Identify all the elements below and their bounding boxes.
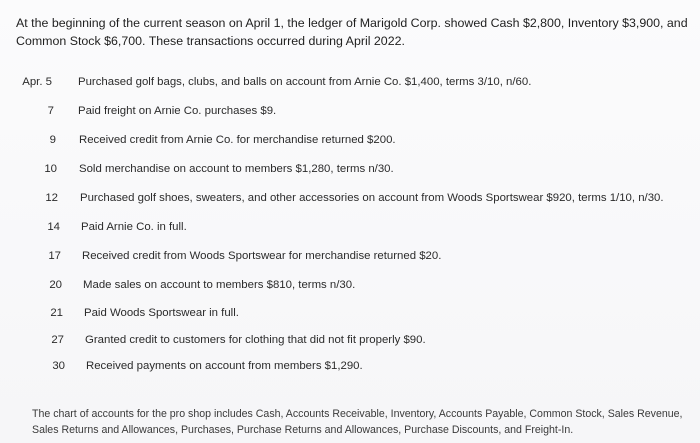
transaction-description: Made sales on account to members $810, terms n/30. bbox=[83, 279, 356, 291]
transaction-date: 17 bbox=[48, 250, 61, 262]
transaction-date: 7 bbox=[47, 105, 54, 117]
transaction-date: 14 bbox=[47, 221, 60, 233]
transaction-description: Paid freight on Arnie Co. purchases $9. bbox=[78, 105, 277, 117]
transaction-row bbox=[0, 192, 700, 210]
transaction-row bbox=[0, 334, 700, 352]
transaction-description: Received credit from Woods Sportswear for merchandise returned $20. bbox=[82, 250, 442, 262]
transaction-description: Sold merchandise on account to members $1,280, terms n/30. bbox=[79, 163, 394, 175]
chart-of-accounts-note: The chart of accounts for the pro shop includes Cash, Accounts Receivable, Inventory, Accounts Payable, Common Stock, Sales Revenue, Sales Returns and Allowances, Purchases, Purchase Returns and Allowances, Purchase Discounts, and Freight-In. bbox=[32, 408, 683, 436]
transaction-description: Purchased golf shoes, sweaters, and other accessories on account from Woods Sportswear $920, terms 1/10, n/30. bbox=[80, 192, 664, 204]
transaction-row bbox=[0, 134, 700, 152]
intro-paragraph: At the beginning of the current season on April 1, the ledger of Marigold Corp. showed Cash $2,800, Inventory $3,900, and Common Stock $6,700. These transactions occurred during April 2022. bbox=[16, 16, 688, 48]
transaction-description: Paid Arnie Co. in full. bbox=[81, 221, 187, 233]
transaction-description: Paid Woods Sportswear in full. bbox=[84, 307, 239, 319]
transaction-date: 30 bbox=[52, 360, 65, 372]
transaction-row bbox=[0, 307, 700, 325]
transaction-date: 9 bbox=[49, 134, 56, 146]
transaction-date: Apr. 5 bbox=[22, 76, 52, 88]
transaction-date: 12 bbox=[45, 192, 58, 204]
transaction-row bbox=[0, 221, 700, 239]
transaction-row bbox=[0, 279, 700, 297]
transaction-description: Received credit from Arnie Co. for merchandise returned $200. bbox=[79, 134, 396, 146]
transaction-date: 21 bbox=[50, 307, 63, 319]
transaction-row bbox=[0, 76, 700, 94]
transaction-description: Purchased golf bags, clubs, and balls on account from Arnie Co. $1,400, terms 3/10, n/60. bbox=[78, 76, 532, 88]
transaction-description: Granted credit to customers for clothing that did not fit properly $90. bbox=[85, 334, 426, 346]
transaction-date: 10 bbox=[44, 163, 57, 175]
transaction-row bbox=[0, 163, 700, 181]
transaction-row bbox=[0, 250, 700, 268]
transaction-date: 27 bbox=[51, 334, 64, 346]
transaction-row bbox=[0, 360, 700, 378]
transaction-description: Received payments on account from members $1,290. bbox=[86, 360, 363, 372]
transaction-row bbox=[0, 105, 700, 123]
transaction-date: 20 bbox=[49, 279, 62, 291]
